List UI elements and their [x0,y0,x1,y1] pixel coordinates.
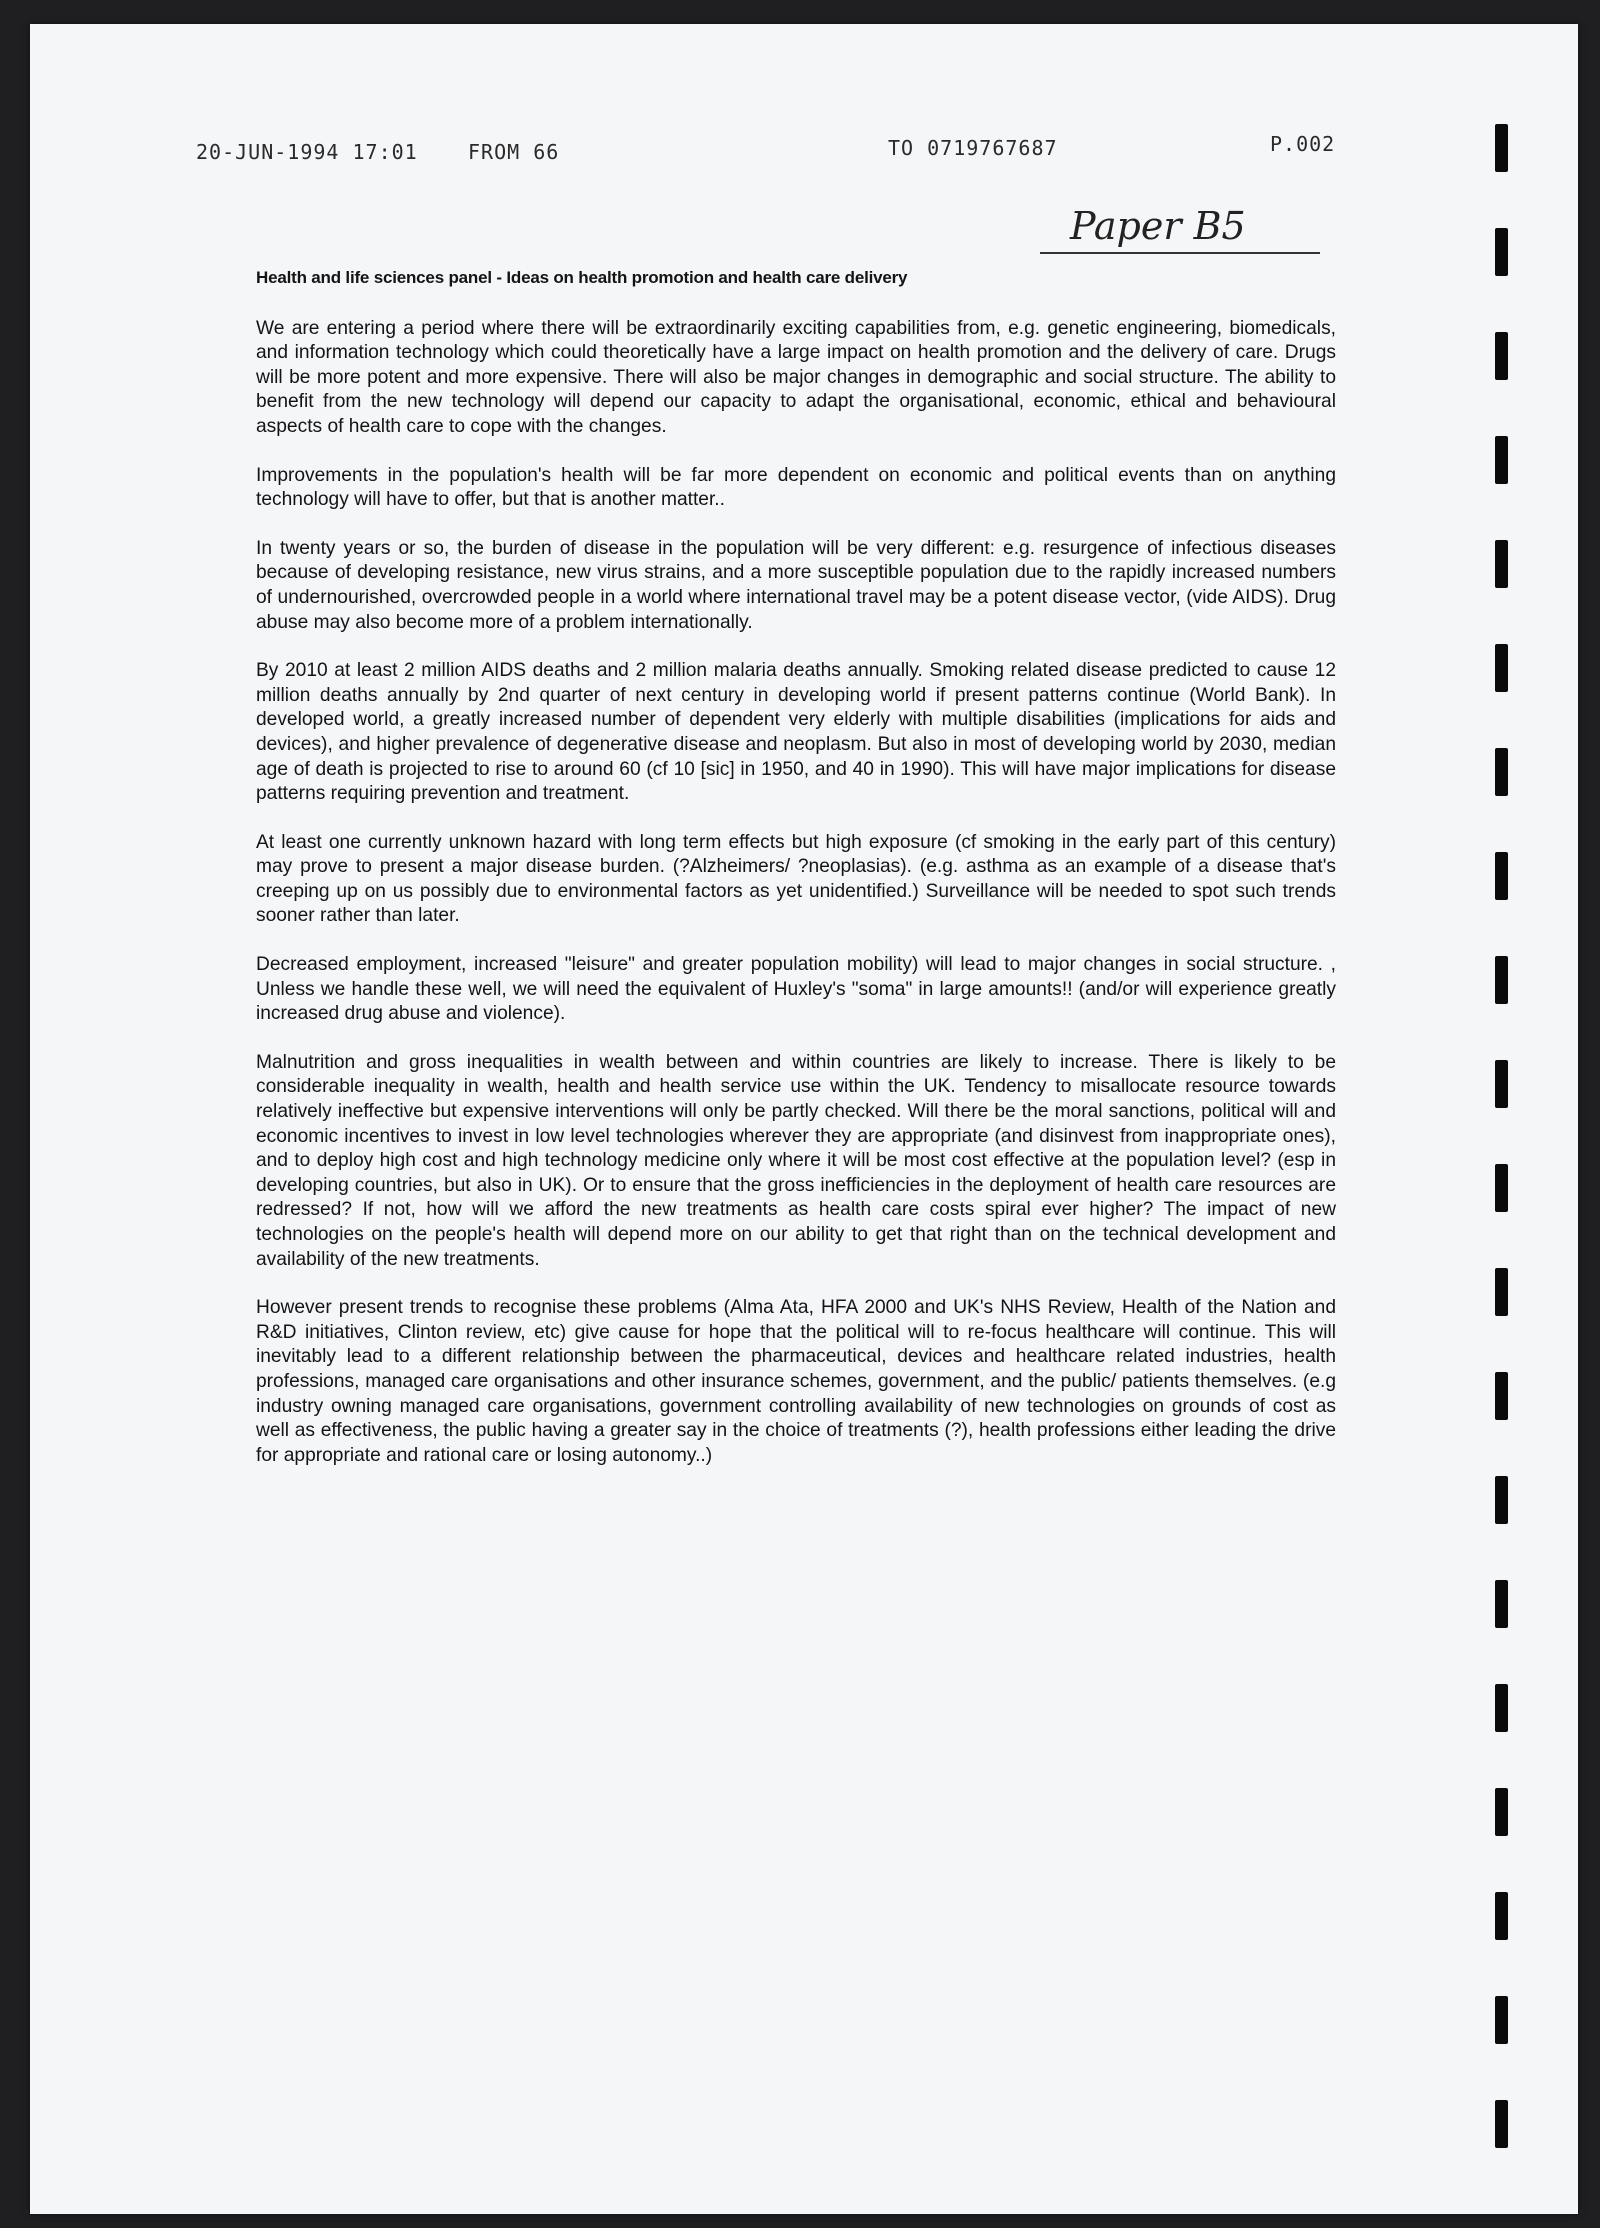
paragraph: We are entering a period where there will be extraordinarily exciting capabilities from, e.g. genetic engineering, biomedicals, and information technology which could theoretically have a large impact on health promotion and the delivery of care. Drugs will be more potent and more expensive. There will also be major changes in demographic and social structure. The ability to benefit from the new technology will depend our capacity to adapt the organisational, economic, ethical and behavioural aspects of health care to cope with the changes. [256,317,1336,437]
punch-holes [1495,124,1509,2204]
punch-hole [1495,956,1508,1004]
punch-hole [1495,1268,1508,1316]
fax-to: TO 0719767687 [888,136,1058,160]
paragraph: Malnutrition and gross inequalities in wealth between and within countries are likely to increase. There is likely to be considerable inequality in wealth, health and health service use within the UK. Tendency to misallocate resource towards relatively ineffective but expensive interventions will only be partly checked. Will there be the moral sanctions, political will and economic incentives to invest in low level technologies wherever they are appropriate (and disinvest from inappropriate ones), and to deploy high cost and high technology medicine only where it will be most cost effective at the population level? (esp in developing countries, but also in UK). Or to ensure that the gross inefficiencies in the deployment of health care resources are redressed? If not, how will we afford the new treatments as health care costs spiral ever higher? The impact of new technologies on the people's health will depend more on our ability to get that right than on the technical development and availability of the new treatments. [256,1051,1336,1270]
punch-hole [1495,124,1508,172]
punch-hole [1495,1164,1508,1212]
punch-hole [1495,436,1508,484]
fax-page-number: P.002 [1270,132,1336,156]
handwritten-annotation: Paper B5 [1040,204,1320,254]
punch-hole [1495,1788,1508,1836]
punch-hole [1495,228,1508,276]
punch-hole [1495,1372,1508,1420]
punch-hole [1495,644,1508,692]
punch-hole [1495,748,1508,796]
punch-hole [1495,540,1508,588]
punch-hole [1495,1892,1508,1940]
punch-hole [1495,1060,1508,1108]
paragraph: In twenty years or so, the burden of disease in the population will be very different: e.g. resurgence of infectious diseases because of developing resistance, new virus strains, and a more susceptible population due to the rapidly increased numbers of undernourished, overcrowded people in a world where international travel may be a potent disease vector, (vide AIDS). Drug abuse may also become more of a problem internationally. [256,537,1336,633]
paragraph: However present trends to recognise these problems (Alma Ata, HFA 2000 and UK's NHS Review, Health of the Nation and R&D initiatives, Clinton review, etc) give cause for hope that the political will to re-focus healthcare will continue. This will inevitably lead to a different relationship between the pharmaceutical, devices and healthcare related industries, health professions, managed care organisations and other insurance schemes, government, and the public/ patients themselves. (e.g industry owning managed care organisations, government controlling availability of new technologies on grounds of cost as well as effectiveness, the public having a greater say in the choice of treatments (?), health professions either leading the drive for appropriate and rational care or losing autonomy..) [256,1297,1336,1466]
punch-hole [1495,1580,1508,1628]
punch-hole [1495,1476,1508,1524]
paragraph: Decreased employment, increased "leisure" and greater population mobility) will lead to major changes in social structure. , Unless we handle these well, we will need the equivalent of Huxley's "soma" in large amounts!! (and/or will experience greatly increased drug abuse and violence). [256,954,1336,1025]
document-body [256,266,1336,1492]
punch-hole [1495,852,1508,900]
fax-from: FROM 66 [468,140,560,164]
paragraph: By 2010 at least 2 million AIDS deaths and 2 million malaria deaths annually. Smoking related disease predicted to cause 12 million deaths annually by 2nd quarter of next century in developing world if present patterns continue (World Bank). In developed world, a greatly increased number of dependent very elderly with multiple disabilities (implications for aids and devices), and higher prevalence of degenerative disease and neoplasm. But also in most of developing world by 2030, median age of death is projected to rise to around 60 (cf 10 [sic] in 1950, and 40 in 1990). This will have major implications for disease patterns requiring prevention and treatment. [256,660,1336,805]
paragraph: At least one currently unknown hazard with long term effects but high exposure (cf smoking in the early part of this century) may prove to present a major disease burden. (?Alzheimers/ ?neoplasias). (e.g. asthma as an example of a disease that's creeping up on us possibly due to environmental factors as yet unidentified.) Surveillance will be needed to spot such trends sooner rather than later. [256,831,1336,927]
fax-date-time: 20-JUN-1994 17:01 [196,140,418,164]
document-title: Health and life sciences panel - Ideas on health promotion and health care delivery [256,268,908,287]
paragraph: Improvements in the population's health will be far more dependent on economic and political events than on anything technology will have to offer, but that is another matter.. [256,464,1336,511]
punch-hole [1495,1684,1508,1732]
punch-hole [1495,2100,1508,2148]
punch-hole [1495,332,1508,380]
punch-hole [1495,1996,1508,2044]
document-page [30,24,1578,2214]
